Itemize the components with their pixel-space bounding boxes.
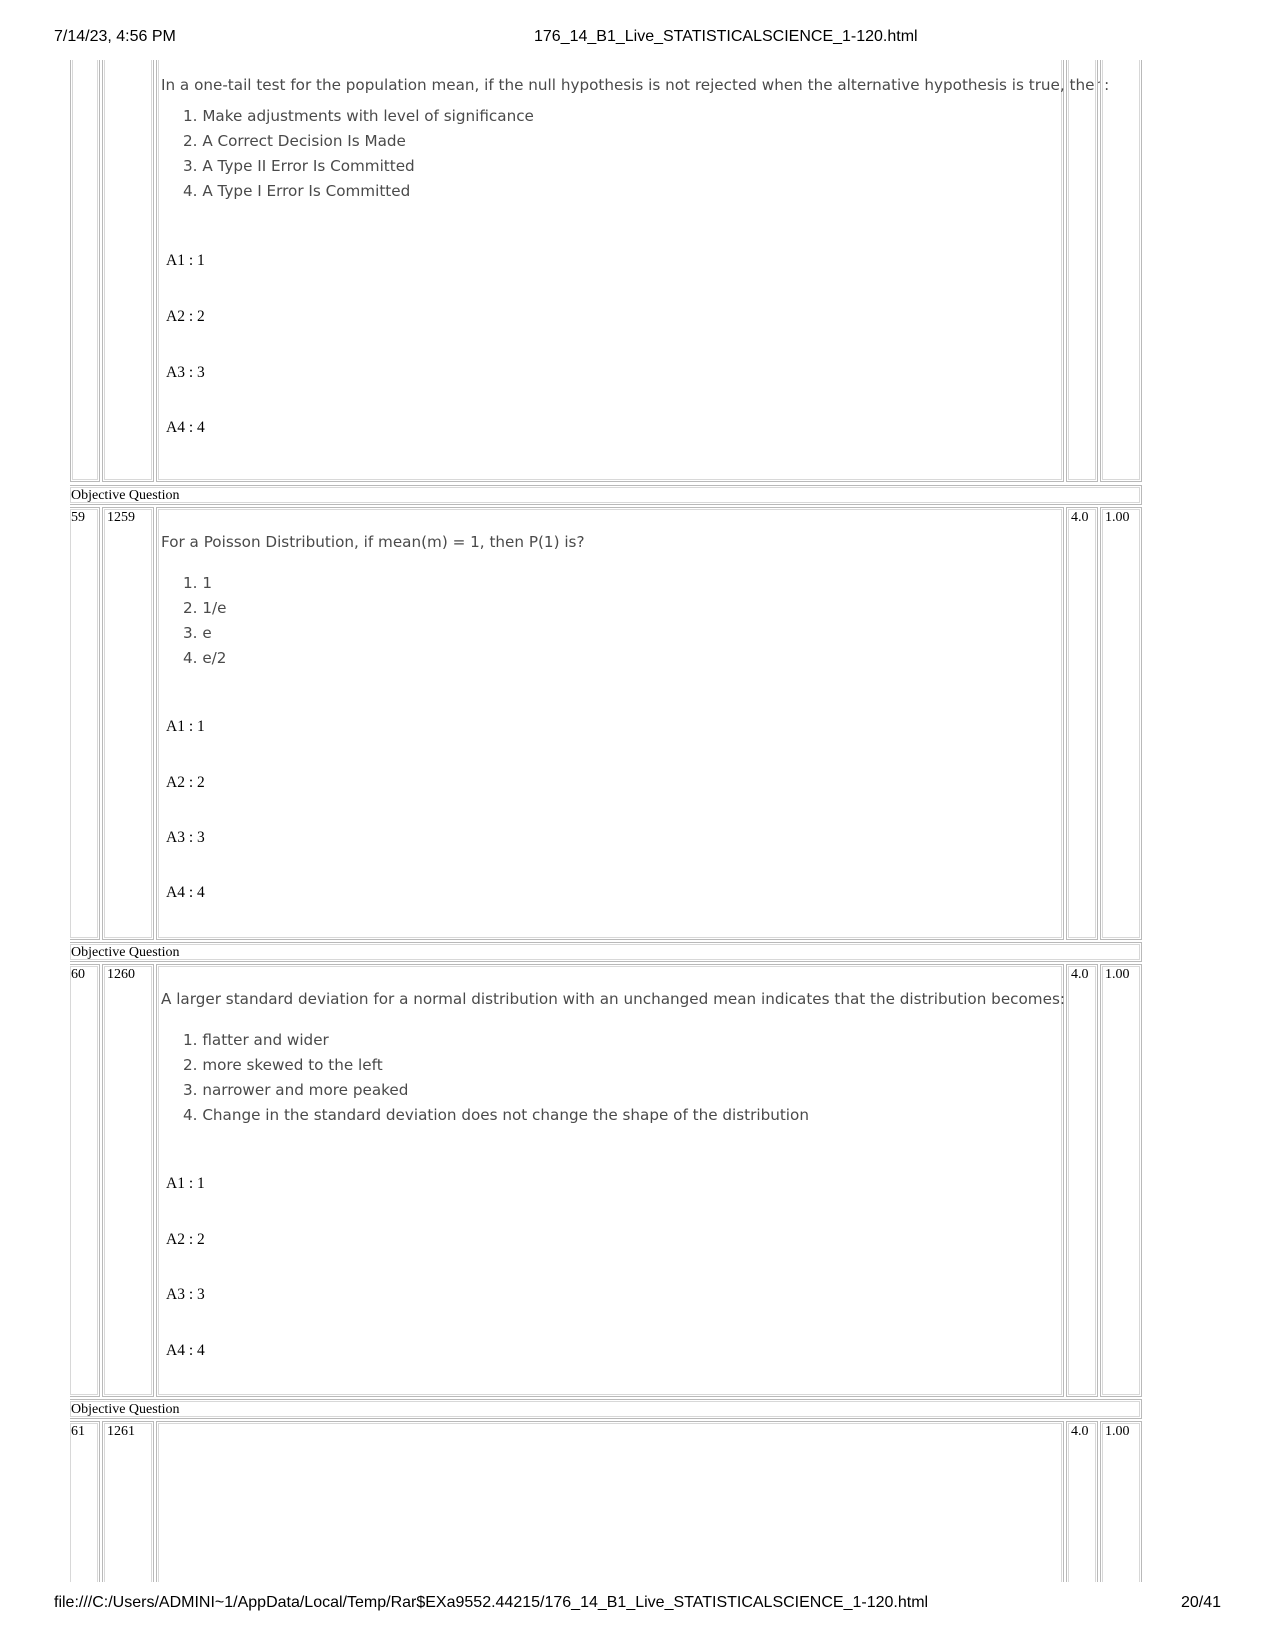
answer-line: A1 : 1 [166, 718, 205, 735]
negative-marks-cell [1100, 1421, 1142, 1582]
options-list [183, 1028, 809, 1128]
options-list [183, 104, 534, 204]
answer-line: A4 : 4 [166, 419, 205, 436]
serial-cell [70, 964, 100, 1397]
option-item: 2. A Correct Decision Is Made [183, 132, 406, 150]
question-marks: 4.0 [1071, 967, 1089, 982]
negative-marks-cell [1100, 507, 1142, 940]
option-item: 1. Make adjustments with level of significance [183, 107, 534, 125]
question-body-cell [156, 1421, 1064, 1582]
answer-line: A2 : 2 [166, 1231, 205, 1248]
options-list [183, 571, 226, 671]
question-id-cell [102, 1421, 154, 1582]
question-serial: 61 [71, 1424, 85, 1439]
question-negative-marks: 1.00 [1105, 1424, 1130, 1439]
question-negative-marks: 1.00 [1105, 510, 1130, 525]
answer-line: A2 : 2 [166, 308, 205, 325]
negative-marks-cell [1100, 964, 1142, 1397]
question-type-label: Objective Question [71, 945, 180, 960]
option-item: 4. e/2 [183, 649, 227, 667]
file-url: file:///C:/Users/ADMINI~1/AppData/Local/Temp/Rar$EXa9552.44215/176_14_B1_Live_STATISTICALSCIENCE_1-120.html [54, 1594, 929, 1611]
question-text: A larger standard deviation for a normal distribution with an unchanged mean indicates that the distribution becomes: [161, 990, 1065, 1008]
option-item: 2. more skewed to the left [183, 1056, 383, 1074]
question-serial: 60 [71, 967, 85, 982]
answer-line: A4 : 4 [166, 1342, 205, 1359]
question-type-row [70, 485, 1142, 505]
question-id-cell [102, 60, 154, 482]
question-marks: 4.0 [1071, 510, 1089, 525]
option-item: 1. flatter and wider [183, 1031, 329, 1049]
question-negative-marks: 1.00 [1105, 967, 1130, 982]
option-item: 3. narrower and more peaked [183, 1081, 409, 1099]
question-table [70, 60, 1206, 1582]
option-item: 3. e [183, 624, 212, 642]
marks-cell [1066, 60, 1098, 482]
question-id: 1260 [107, 967, 135, 982]
answer-line: A1 : 1 [166, 252, 205, 269]
print-header [0, 28, 1275, 52]
document-title: 176_14_B1_Live_STATISTICALSCIENCE_1-120.html [534, 28, 918, 45]
marks-cell [1066, 964, 1098, 1397]
option-item: 2. 1/e [183, 599, 227, 617]
question-body-cell [156, 507, 1064, 940]
question-id-cell [102, 964, 154, 1397]
question-body-cell [156, 60, 1110, 482]
answer-line: A3 : 3 [166, 1286, 205, 1303]
option-item: 3. A Type II Error Is Committed [183, 157, 415, 175]
question-type-row [70, 1399, 1142, 1419]
answer-line: A1 : 1 [166, 1175, 205, 1192]
question-id: 1259 [107, 510, 135, 525]
question-type-label: Objective Question [71, 1402, 180, 1417]
answer-line: A4 : 4 [166, 884, 205, 901]
question-type-row [70, 942, 1142, 962]
question-text: In a one-tail test for the population mean, if the null hypothesis is not rejected when the alternative hypothesis is true, then: [161, 76, 1110, 94]
negative-marks-cell [1100, 60, 1142, 482]
option-item: 1. 1 [183, 574, 212, 592]
option-item: 4. Change in the standard deviation does not change the shape of the distribution [183, 1106, 809, 1124]
question-text: For a Poisson Distribution, if mean(m) = 1, then P(1) is? [161, 533, 585, 551]
answer-line: A3 : 3 [166, 364, 205, 381]
question-id-cell [102, 507, 154, 940]
print-footer [0, 1594, 1275, 1618]
question-type-label: Objective Question [71, 488, 180, 503]
serial-cell [70, 1421, 100, 1582]
question-marks: 4.0 [1071, 1424, 1089, 1439]
page-number: 20/41 [1180, 1594, 1221, 1611]
serial-cell [70, 60, 100, 482]
question-serial: 59 [71, 510, 85, 525]
marks-cell [1066, 1421, 1098, 1582]
question-id: 1261 [107, 1424, 135, 1439]
print-datetime: 7/14/23, 4:56 PM [54, 28, 176, 45]
option-item: 4. A Type I Error Is Committed [183, 182, 411, 200]
answer-line: A2 : 2 [166, 774, 205, 791]
marks-cell [1066, 507, 1098, 940]
answer-line: A3 : 3 [166, 829, 205, 846]
serial-cell [70, 507, 100, 940]
question-body-cell [156, 964, 1064, 1397]
